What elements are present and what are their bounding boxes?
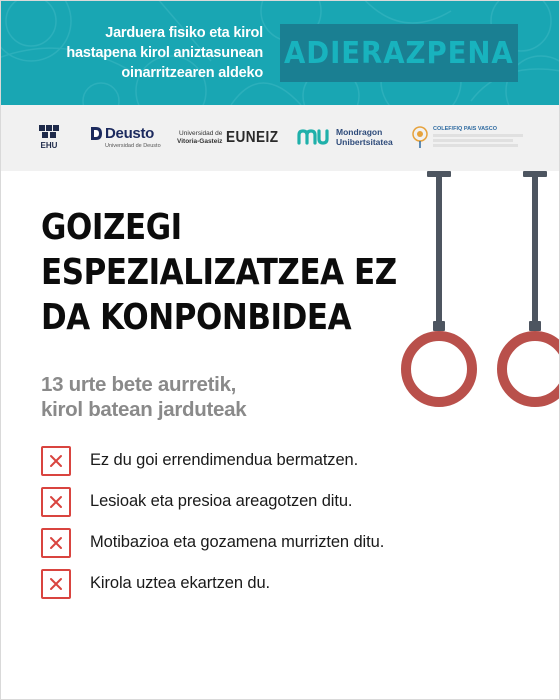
gymnastic-rings-icon — [381, 171, 560, 411]
mondragon-text — [336, 127, 393, 147]
list-item-text: Lesioak eta presioa areagotzen ditu. — [90, 492, 353, 510]
list-item — [41, 440, 521, 481]
badge-label: ADIERAZPENA — [284, 35, 514, 71]
x-mark-icon — [41, 487, 71, 517]
mondragon-line1: Mondragon — [336, 127, 383, 137]
deusto-name: Deusto — [105, 125, 155, 142]
euneiz-uni-line2: Vitoria-Gasteiz — [177, 138, 223, 145]
title-line: GOIZEGI — [41, 207, 182, 248]
main-title — [41, 205, 401, 340]
consequence-list — [41, 440, 521, 604]
x-mark-icon — [41, 569, 71, 599]
adierazpena-badge — [280, 24, 518, 82]
subtitle-line: kirol batean jarduteak — [41, 398, 247, 421]
mondragon-logo — [297, 127, 393, 147]
list-item — [41, 522, 521, 563]
list-item-text: Kirola uztea ekartzen du. — [90, 574, 271, 592]
subtitle-line: 13 urte bete aurretik, — [41, 373, 237, 396]
tagline-line: oinarritzearen aldeko — [121, 65, 263, 81]
mondragon-mu-icon — [297, 129, 331, 145]
deusto-logo — [91, 125, 161, 149]
list-item — [41, 481, 521, 522]
euneiz-name: EUNEIZ — [226, 129, 279, 146]
ehu-emblem-icon — [39, 125, 59, 139]
tagline-line: Jarduera fisiko eta kirol — [105, 25, 263, 41]
title-line: ESPEZIALIZATZEA EZ — [41, 252, 397, 293]
x-mark-icon — [41, 446, 71, 476]
list-item — [41, 563, 521, 604]
logo-strip — [1, 105, 560, 171]
tagline-line: hastapena kirol aniztasunean — [66, 45, 263, 61]
colef-emblem-icon — [411, 125, 429, 149]
euneiz-uni-line1: Universidad de — [179, 130, 223, 137]
mondragon-line2: Unibertsitatea — [336, 137, 393, 147]
deusto-sub: Universidad de Deusto — [105, 143, 161, 149]
ehu-label: EHU — [40, 141, 58, 150]
ehu-logo — [39, 125, 59, 150]
colef-name: COLEF/FIQ PAIS VASCO — [433, 125, 497, 132]
colef-logo — [411, 125, 533, 149]
euneiz-uni — [177, 130, 222, 146]
x-mark-icon — [41, 528, 71, 558]
euneiz-logo — [177, 129, 288, 147]
deusto-d-icon — [91, 127, 102, 140]
list-item-text: Motibazioa eta gozamena murrizten ditu. — [90, 533, 385, 551]
list-item-text: Ez du goi errendimendua bermatzen. — [90, 451, 359, 469]
colef-text — [433, 126, 533, 149]
header-band — [1, 1, 560, 105]
subtitle — [41, 372, 246, 422]
title-line: DA KONPONBIDEA — [41, 297, 352, 338]
header-tagline — [23, 23, 263, 83]
